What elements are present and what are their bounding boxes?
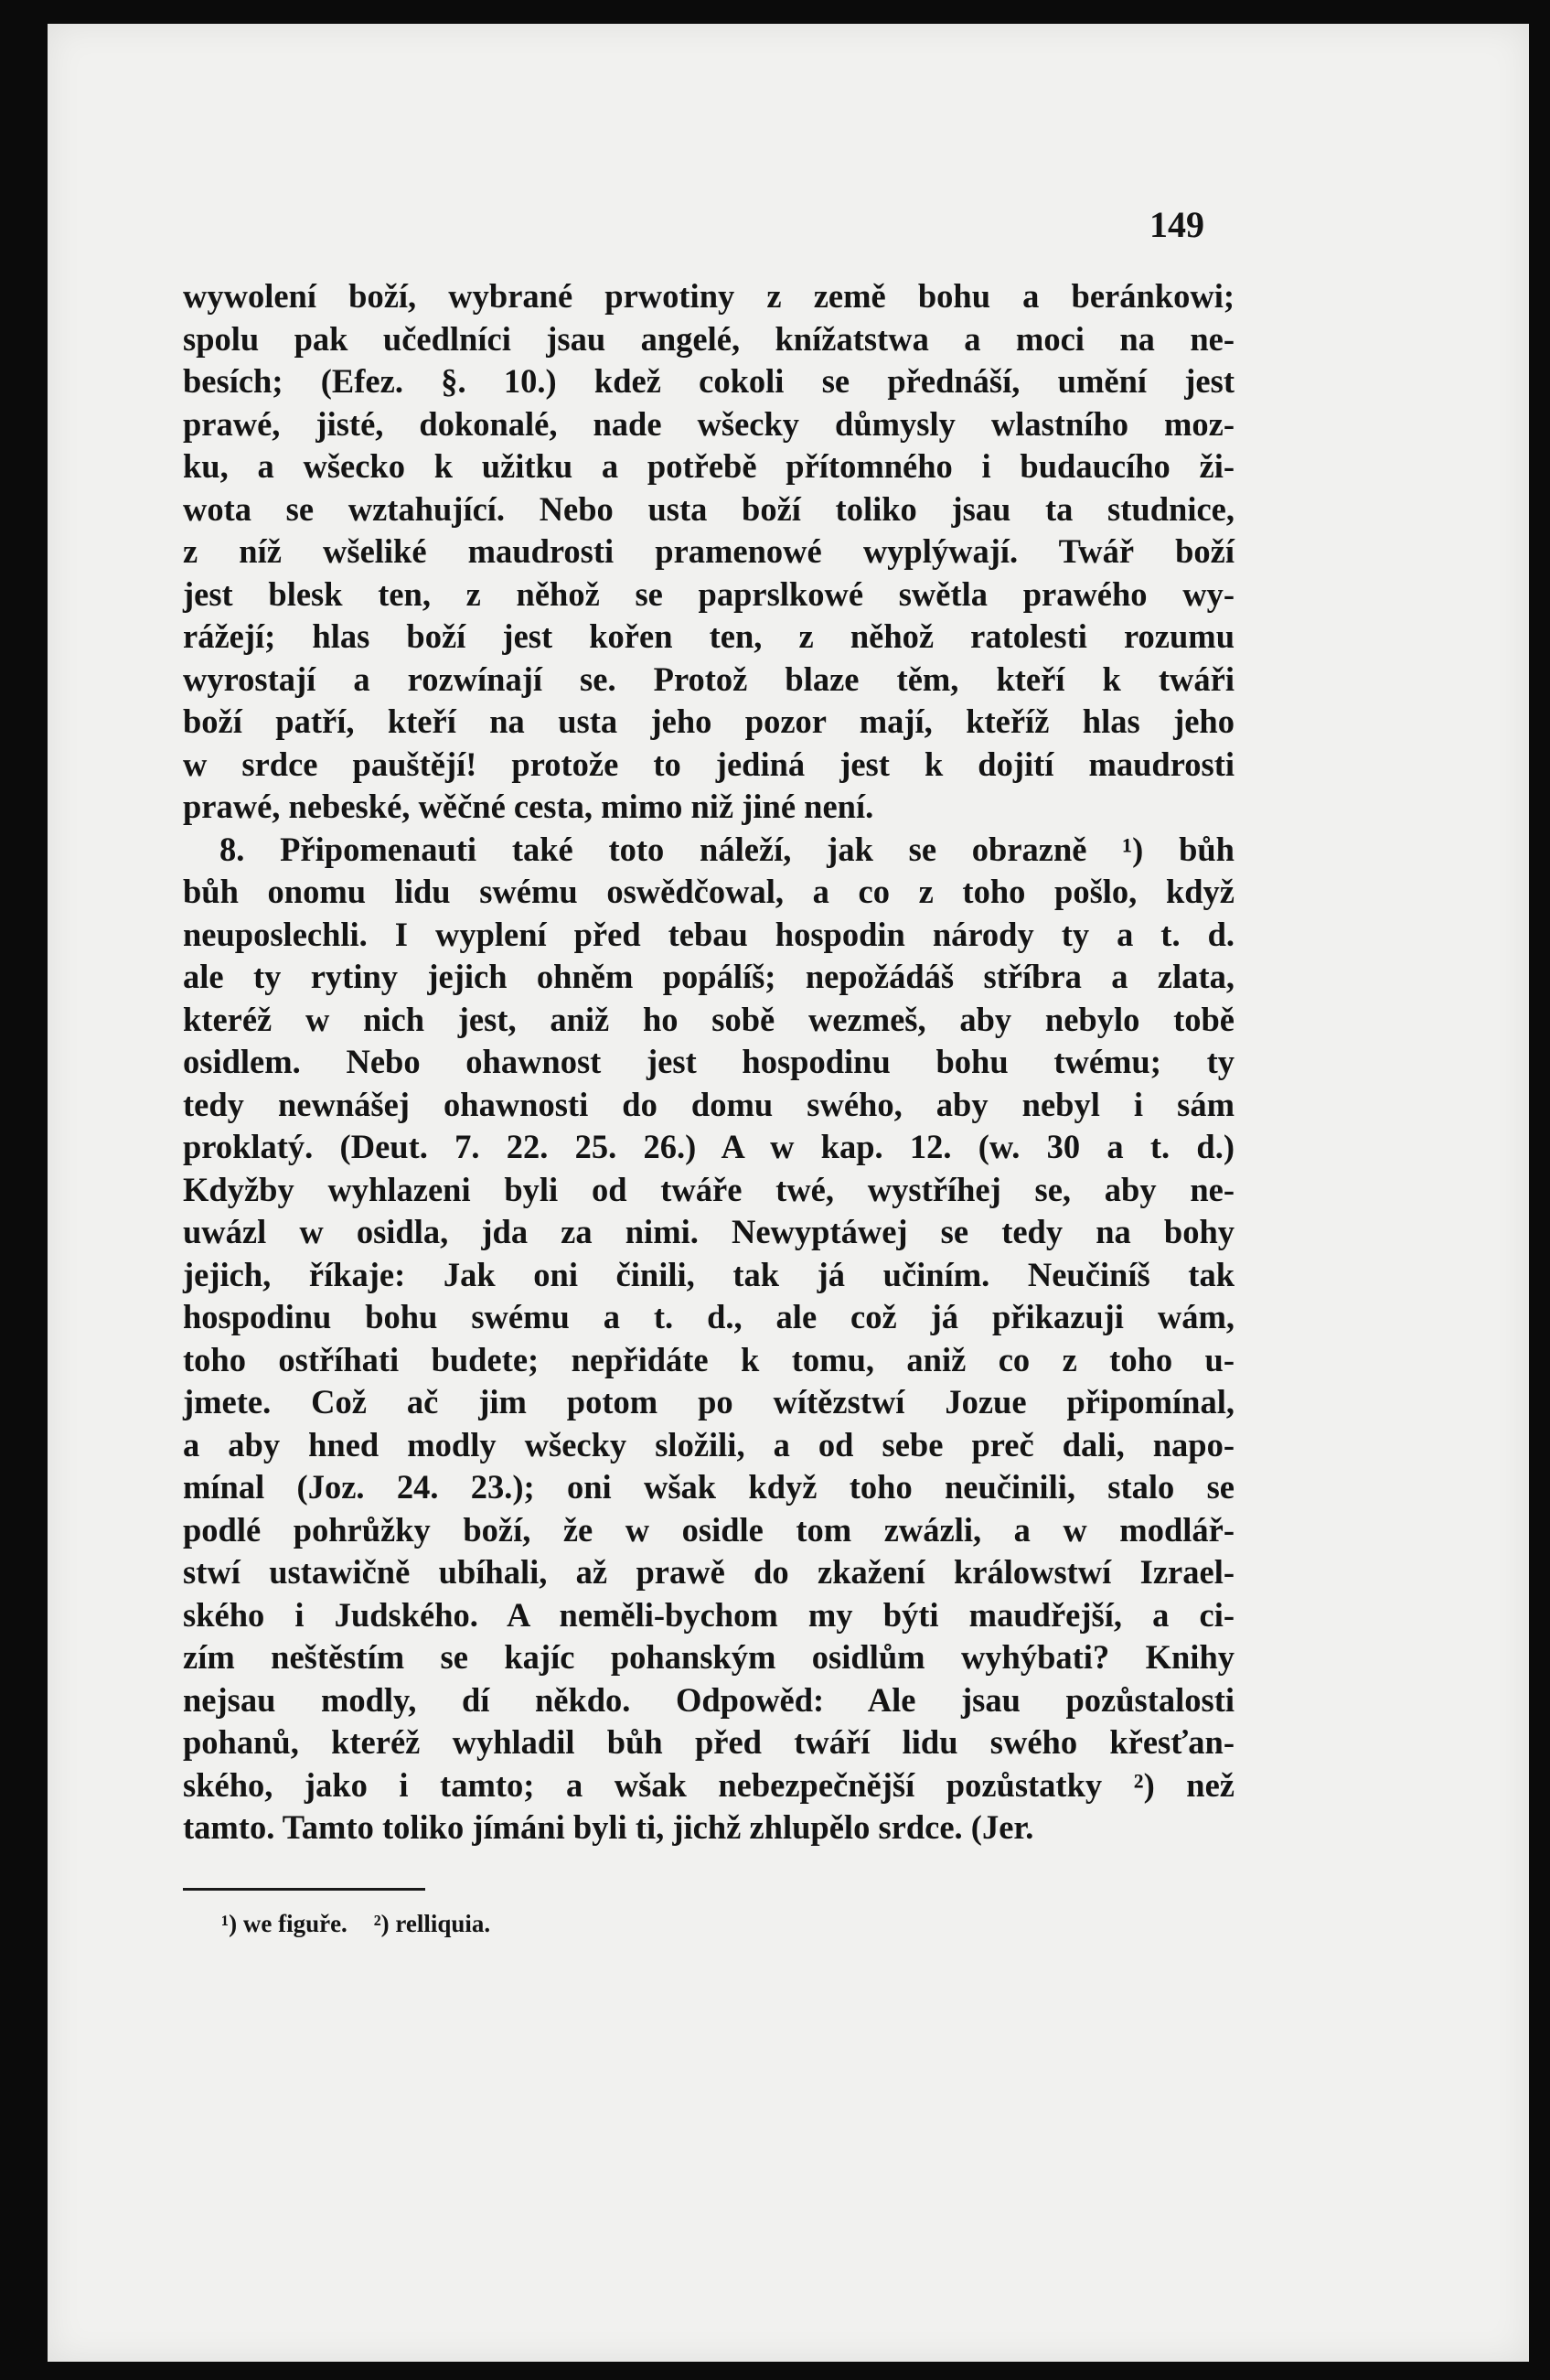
text-line: kteréž w nich jest, aniž ho sobě wezmeš, aby nebylo tobě: [183, 1000, 1235, 1038]
text-line: tamto. Tamto toliko jímáni byli ti, jichž zhlupělo srdce. (Jer.: [183, 1808, 1034, 1846]
footnote-1: [221, 1910, 354, 1937]
text-line: osidlem. Nebo ohawnost jest hospodinu bohu twému; ty: [183, 1043, 1235, 1080]
page-number: 149: [1149, 204, 1204, 245]
text-line: ského i Judského. A neměli-bychom my býti maudřejší, a ci-: [183, 1595, 1235, 1634]
text-line: boží patří, kteří na usta jeho pozor mají, kteříž hlas jeho: [183, 702, 1235, 740]
footnote-1-mark: ¹): [221, 1910, 238, 1937]
text-line: pohanů, kteréž wyhladil bůh před twáří lidu swého křesťan-: [183, 1723, 1235, 1761]
text-line: wyrostají a rozwínají se. Protož blaze těm, kteří k twáři: [183, 659, 1235, 698]
text-line: mínal (Joz. 24. 23.); oni wšak když toho neučinili, stalo se: [183, 1468, 1235, 1506]
text-line: ale ty rytiny jejich ohněm popálíš; nepožádáš stříbra a zlata,: [183, 958, 1235, 995]
text-line: jmete. Což ač jim potom po wítězstwí Jozue připomínal,: [183, 1383, 1235, 1420]
body-text: [183, 275, 1235, 1849]
text-line: podlé pohrůžky boží, že w osidle tom zwázli, a w modlář-: [183, 1510, 1235, 1549]
text-line: jest blesk ten, z něhož se paprslkowé swětla prawého wy-: [183, 574, 1235, 613]
text-line: prawé, jisté, dokonalé, nade wšecky důmysly wlastního moz-: [183, 404, 1235, 443]
footnote-2-mark: ²): [373, 1910, 390, 1937]
text-line: hospodinu bohu swému a t. d., ale což já přikazuji wám,: [183, 1298, 1235, 1335]
text-line: ku, a wšecko k užitku a potřebě přítomného i budaucího ži-: [183, 447, 1235, 485]
text-line: tedy newnášej ohawnosti do domu swého, aby nebyl i sám: [183, 1085, 1235, 1123]
text-line: bůh onomu lidu swému oswědčowal, a co z toho pošlo, když: [183, 873, 1235, 910]
footnotes: [221, 1908, 490, 1939]
text-line: proklatý. (Deut. 7. 22. 25. 26.) A w kap. 12. (w. 30 a t. d.): [183, 1128, 1235, 1165]
text-line: uwázl w osidla, jda za nimi. Newyptáwej se tedy na bohy: [183, 1213, 1235, 1250]
text-line: w srdce pauštějí! protože to jediná jest k dojití maudrosti: [183, 745, 1235, 783]
text-line: neuposlechli. I wyplení před tebau hospodin národy ty a t. d.: [183, 915, 1235, 953]
text-line: nejsau modly, dí někdo. Odpowěd: Ale jsau pozůstalosti: [183, 1680, 1235, 1719]
text-line: toho ostříhati budete; nepřidáte k tomu, aniž co z toho u-: [183, 1340, 1235, 1378]
text-line: prawé, nebeské, wěčné cesta, mimo niž jiné není.: [183, 788, 874, 825]
text-line: jejich, říkaje: Jak oni činili, tak já učiním. Neučiníš tak: [183, 1255, 1235, 1293]
footnote-2: [374, 1910, 491, 1937]
text-line: ského, jako i tamto; a wšak nebezpečnější pozůstatky ²) než: [183, 1765, 1235, 1804]
text-line: a aby hned modly wšecky složili, a od sebe preč dali, napo-: [183, 1425, 1235, 1463]
text-line: stwí ustawičně ubíhali, až prawě do zkažení králowstwí Izrael-: [183, 1553, 1235, 1591]
footnote-rule: [183, 1888, 425, 1891]
text-line: wota se wztahující. Nebo usta boží toliko jsau ta studnice,: [183, 489, 1235, 528]
text-line: 8. Připomenauti také toto náleží, jak se obrazně ¹) bůh: [219, 830, 1235, 868]
text-line: Kdyžby wyhlazeni byli od twáře twé, wystříhej se, aby ne-: [183, 1170, 1235, 1208]
text-line: rážejí; hlas boží jest kořen ten, z něhož ratolesti rozumu: [183, 617, 1235, 655]
text-line: z níž wšeliké maudrosti pramenowé wyplýwají. Twář boží: [183, 532, 1235, 570]
footnote-1-text: we figuře.: [242, 1910, 347, 1937]
text-line: zím neštěstím se kajíc pohanským osidlům wyhýbati? Knihy: [183, 1638, 1235, 1676]
text-line: spolu pak učedlníci jsau angelé, knížatstwa a moci na ne-: [183, 319, 1235, 358]
book-page: [48, 24, 1529, 2362]
text-line: wywolení boží, wybrané prwotiny z země bohu a beránkowi;: [183, 277, 1235, 315]
footnote-2-text: relliquia.: [395, 1910, 491, 1937]
text-line: besích; (Efez. §. 10.) kdež cokoli se přednáší, umění jest: [183, 362, 1235, 400]
